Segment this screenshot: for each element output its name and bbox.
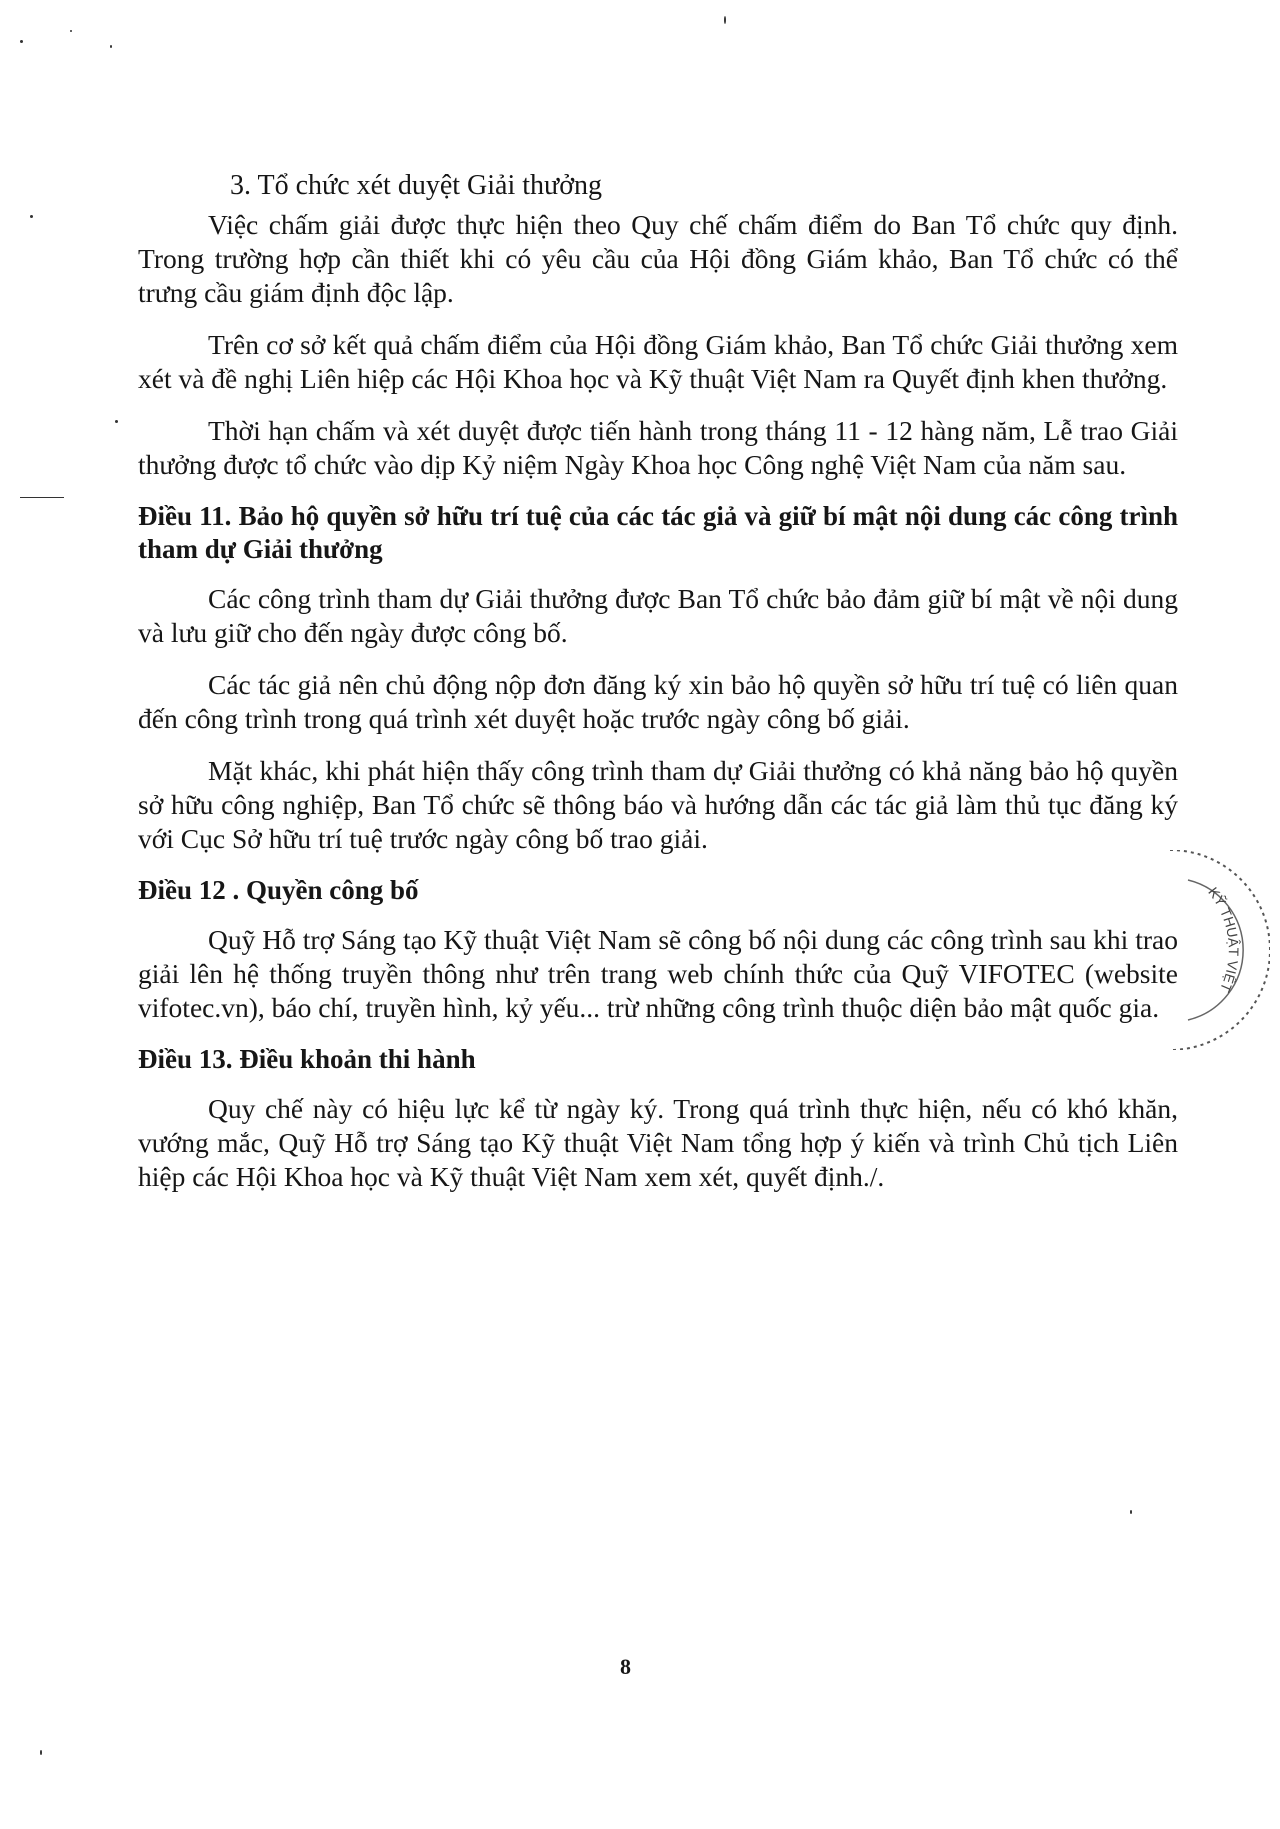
scan-speck [1130,1510,1132,1514]
paragraph: Thời hạn chấm và xét duyệt được tiến hành trong tháng 11 - 12 hàng năm, Lễ trao Giải thưởng được tổ chức vào dịp Kỷ niệm Ngày Khoa học Công nghệ Việt Nam của năm sau. [138,415,1178,480]
article-11-title: Điều 11. Bảo hộ quyền sở hữu trí tuệ của các tác giả và giữ bí mật nội dung các công trình tham dự Giải thưởng [138,501,1178,564]
paragraph: Mặt khác, khi phát hiện thấy công trình tham dự Giải thưởng có khả năng bảo hộ quyền sở hữu công nghiệp, Ban Tổ chức sẽ thông báo và hướng dẫn các tác giả làm thủ tục đăng ký với Cục Sở hữu trí tuệ trước ngày công bố trao giải. [138,755,1178,854]
paragraph: Quy chế này có hiệu lực kể từ ngày ký. Trong quá trình thực hiện, nếu có khó khăn, vướng mắc, Quỹ Hỗ trợ Sáng tạo Kỹ thuật Việt Nam tổng hợp ý kiến và trình Chủ tịch Liên hiệp các Hội Khoa học và Kỹ thuật Việt Nam xem xét, quyết định./. [138,1093,1178,1192]
section-heading: 3. Tổ chức xét duyệt Giải thưởng [230,170,603,201]
paragraph: Các tác giả nên chủ động nộp đơn đăng ký xin bảo hộ quyền sở hữu trí tuệ có liên quan đến công trình trong quá trình xét duyệt hoặc trước ngày công bố giải. [138,669,1178,734]
scan-speck [30,215,33,218]
paragraph: Quỹ Hỗ trợ Sáng tạo Kỹ thuật Việt Nam sẽ công bố nội dung các công trình sau khi trao giải lên hệ thống truyền thông như trên trang web chính thức của Quỹ VIFOTEC (website vifotec.vn), báo chí, truyền hình, kỷ yếu... trừ những công trình thuộc diện bảo mật quốc gia. [138,924,1178,1023]
seal-stamp [1150,850,1270,1050]
seal-text: KỸ THUẬT VIỆT [1205,884,1242,995]
paragraph: Việc chấm giải được thực hiện theo Quy chế chấm điểm do Ban Tổ chức quy định. Trong trường hợp cần thiết khi có yêu cầu của Hội đồng Giám khảo, Ban Tổ chức có thể trưng cầu giám định độc lập. [138,209,1178,308]
paragraph: Các công trình tham dự Giải thưởng được Ban Tổ chức bảo đảm giữ bí mật về nội dung và lưu giữ cho đến ngày được công bố. [138,583,1178,648]
paragraph: Trên cơ sở kết quả chấm điểm của Hội đồng Giám khảo, Ban Tổ chức Giải thưởng xem xét và đề nghị Liên hiệp các Hội Khoa học và Kỹ thuật Việt Nam ra Quyết định khen thưởng. [138,329,1178,394]
page-number: 8 [620,1654,631,1679]
scan-speck [110,45,112,48]
scan-speck [20,40,23,43]
scan-speck [70,30,72,32]
article-13-title: Điều 13. Điều khoản thi hành [138,1044,476,1074]
article-12-title: Điều 12 . Quyền công bố [138,875,419,905]
scan-speck [40,1750,42,1755]
scan-speck [724,16,726,24]
scan-speck [115,420,118,423]
scan-speck [20,497,64,498]
document-body [138,168,1178,1212]
